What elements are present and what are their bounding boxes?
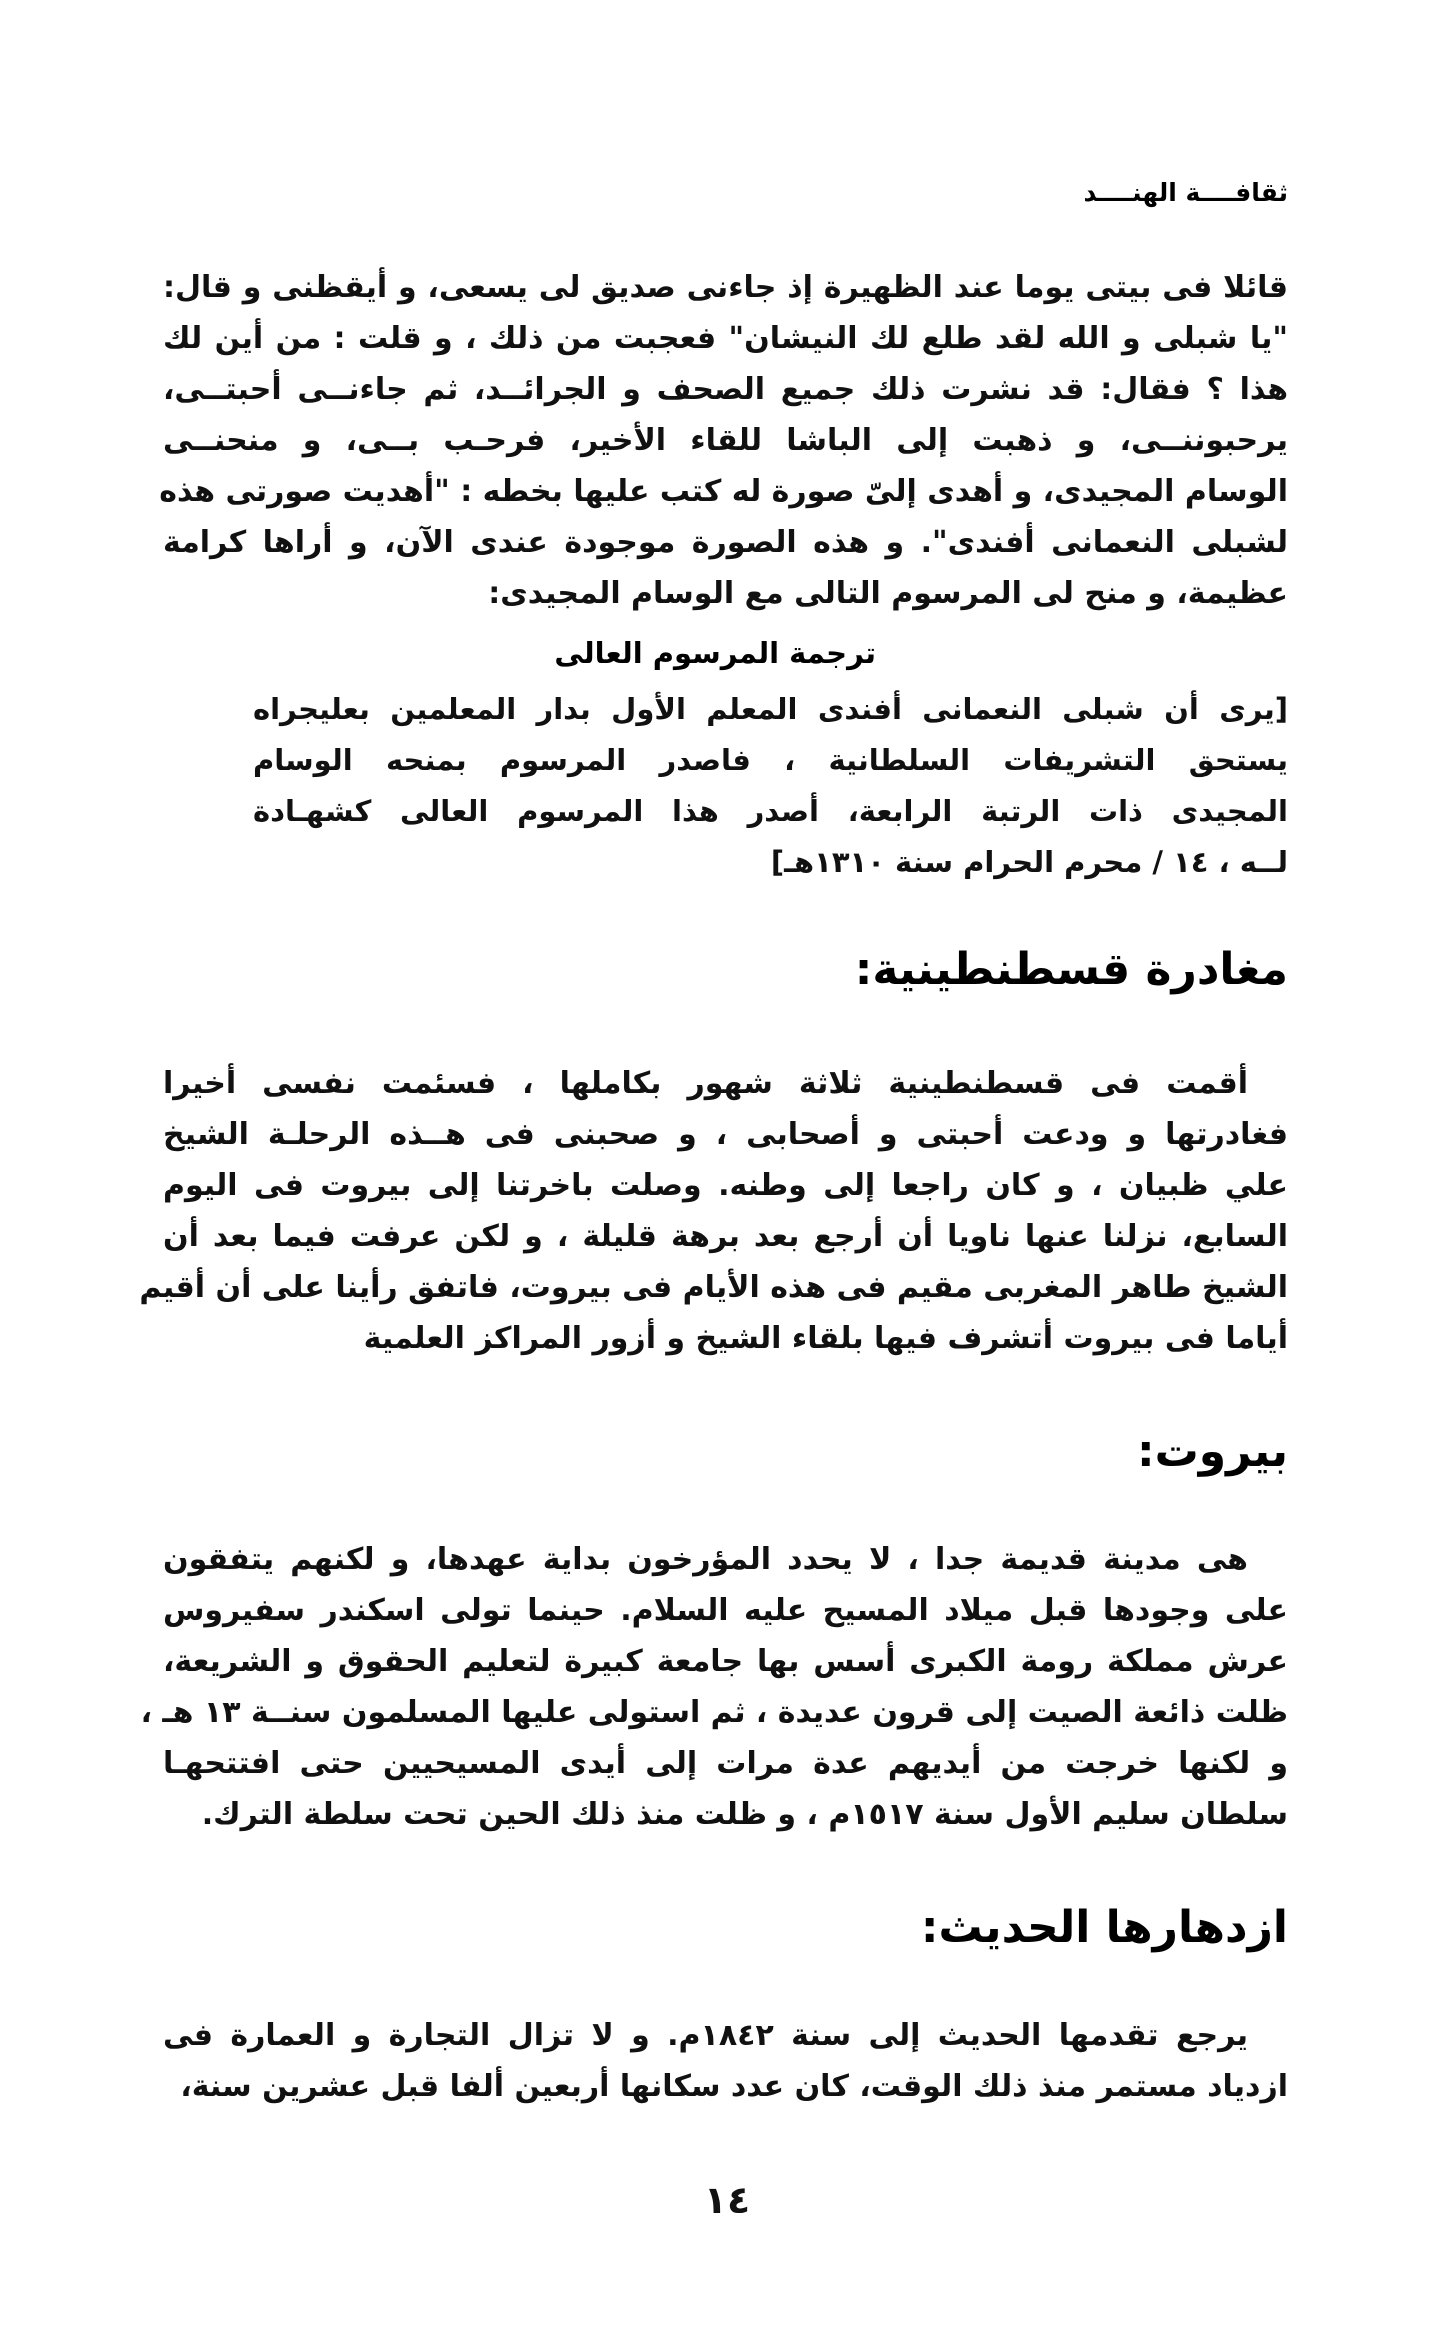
constantinople-line: السابع، نزلنا عنها ناويا أن أرجع بعد برهة قليلة ، و لكن عرفت فيما بعد أن [163,1219,1288,1254]
intro-line: الوسام المجيدى، و أهدى إلىّ صورة له كتب عليها بخطه : "أهديت صورتى هذه [159,474,1288,509]
constantinople-line: فغادرتها و ودعت أحبتى و أصحابى ، و صحبنى فى هــذه الرحلـة الشيخ [163,1117,1288,1152]
running-header: ثقافــــة الهنــــد [1083,178,1288,207]
intro-line: يرحبوننــى، و ذهبت إلى الباشا للقاء الأخير، فرحـب بــى، و منحنــى [163,423,1288,458]
beirut-line: على وجودها قبل ميلاد المسيح عليه السلام. حينما تولى اسكندر سفيروس [163,1593,1288,1628]
beirut-line: عرش مملكة رومة الكبرى أسس بها جامعة كبيرة لتعليم الحقوق و الشريعة، [163,1644,1288,1679]
modern-line: يرجع تقدمها الحديث إلى سنة ١٨٤٢م. و لا تزال التجارة و العمارة فى [163,2018,1248,2053]
decree-line: [يرى أن شبلى النعمانى أفندى المعلم الأول بدار المعلمين بعليجراه [253,692,1288,726]
intro-line: هذا ؟ فقال: قد نشرت ذلك جميع الصحف و الجرائــد، ثم جاءنــى أحبتــى، [163,372,1288,407]
constantinople-line: الشيخ طاهر المغربى مقيم فى هذه الأيام فى بيروت، فاتفق رأينا على أن أقيم [139,1270,1288,1305]
beirut-paragraph [140,1534,1288,1840]
beirut-line: سلطان سليم الأول سنة ١٥١٧م ، و ظلت منذ ذلك الحين تحت سلطة الترك. [201,1797,1288,1832]
intro-line: قائلا فى بيتى يوما عند الظهيرة إذ جاءنى صديق لى يسعى، و أيقظنى و قال: [163,270,1288,305]
modern-paragraph [163,2010,1288,2112]
section-title-beirut: بيروت: [1136,1426,1288,1477]
decree-heading: ترجمة المرسوم العالى [554,636,876,670]
intro-line: لشبلى النعمانى أفندى". و هذه الصورة موجودة عندى الآن، و أراها كرامة [163,525,1288,560]
beirut-line: هى مدينة قديمة جدا ، لا يحدد المؤرخون بداية عهدها، و لكنهم يتفقون [163,1542,1248,1577]
section-title-modern: ازدهارها الحديث: [920,1902,1288,1953]
beirut-line: و لكنها خرجت من أيديهم عدة مرات إلى أيدى المسيحيين حتى افتتحهـا [163,1746,1288,1781]
decree-line: لــه ، ١٤ / محرم الحرام سنة ١٣١٠هـ] [770,845,1288,879]
intro-paragraph [159,262,1288,619]
intro-line: "يا شبلى و الله لقد طلع لك النيشان" فعجبت من ذلك ، و قلت : من أين لك [163,321,1288,356]
decree-quote [253,684,1288,888]
modern-line: ازدياد مستمر منذ ذلك الوقت، كان عدد سكانها أربعين ألفا قبل عشرين سنة، [180,2069,1288,2104]
decree-line: يستحق التشريفات السلطانية ، فاصدر المرسوم بمنحه الوسام [253,743,1288,777]
constantinople-line: أياما فى بيروت أتشرف فيها بلقاء الشيخ و أزور المراكز العلمية [363,1321,1288,1356]
section-title-constantinople: مغادرة قسطنطينية: [854,944,1288,995]
page-number: ١٤ [703,2178,751,2222]
constantinople-line: علي ظبيان ، و كان راجعا إلى وطنه. وصلت باخرتنا إلى بيروت فى اليوم [163,1168,1288,1203]
constantinople-line: أقمت فى قسطنطينية ثلاثة شهور بكاملها ، فسئمت نفسى أخيرا [163,1066,1248,1101]
intro-line: عظيمة، و منح لى المرسوم التالى مع الوسام المجيدى: [488,576,1288,611]
decree-line: المجيدى ذات الرتبة الرابعة، أصدر هذا المرسوم العالى كشهـادة [253,794,1288,828]
beirut-line: ظلت ذائعة الصيت إلى قرون عديدة ، ثم استولى عليها المسلمون سنــة ١٣ هـ ، [140,1695,1288,1730]
constantinople-paragraph [139,1058,1288,1364]
